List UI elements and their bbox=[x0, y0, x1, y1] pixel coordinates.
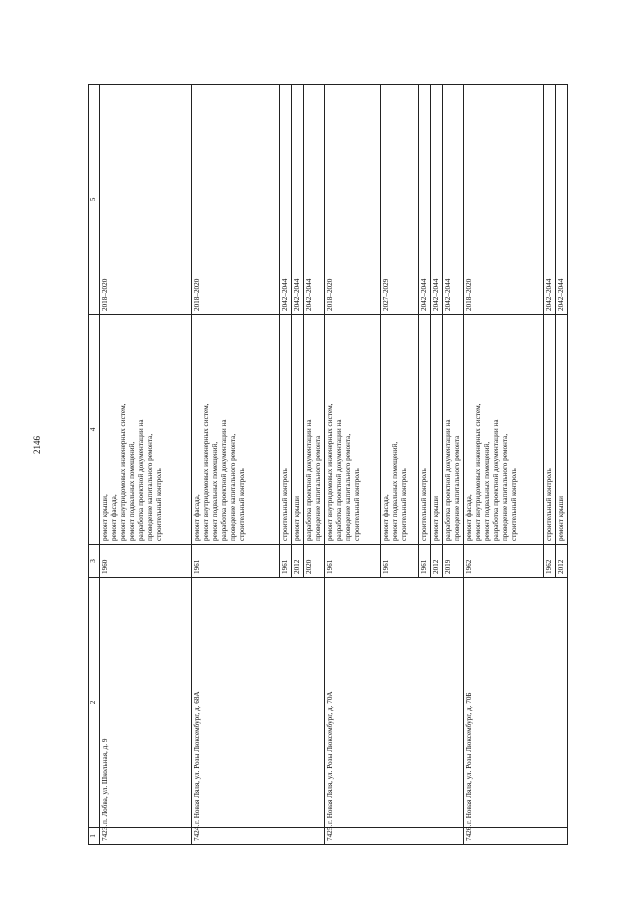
table-row bbox=[464, 85, 544, 845]
sub-year: 1961 bbox=[280, 545, 292, 578]
sub-period: 2042–2044 bbox=[280, 85, 292, 315]
sub-period: 2042–2044 bbox=[556, 85, 568, 315]
sub-period: 2042–2044 bbox=[544, 85, 556, 315]
header-row bbox=[89, 85, 100, 845]
row-number: 7423. bbox=[100, 828, 192, 845]
sub-works: строительный контроль bbox=[419, 315, 431, 545]
sub-year: 1961 bbox=[381, 545, 419, 578]
table-row bbox=[325, 85, 381, 845]
header-col-4: 4 bbox=[89, 315, 100, 545]
sub-period: 2042–2044 bbox=[304, 85, 325, 315]
sub-year: 1962 bbox=[544, 545, 556, 578]
header-col-2: 2 bbox=[89, 578, 100, 828]
sub-works: ремонт крыши bbox=[431, 315, 443, 545]
sub-period: 2027–2029 bbox=[381, 85, 419, 315]
repair-schedule-table bbox=[88, 84, 568, 845]
row-period: 2018–2020 bbox=[325, 85, 381, 315]
row-works: ремонт внутридомовых инженерных систем, разработка проектной документации на проведение капитального ремонта, строительный контроль bbox=[325, 315, 381, 545]
page-number: 2146 bbox=[32, 436, 42, 454]
row-works: ремонт фасада, ремонт внутридомовых инженерных систем, ремонт подвальных помещений, разработка проектной документации на проведение капитального ремонта, строительный контроль bbox=[192, 315, 280, 545]
sub-works: ремонт крыши bbox=[556, 315, 568, 545]
row-period: 2018–2020 bbox=[192, 85, 280, 315]
sub-year: 2012 bbox=[431, 545, 443, 578]
sub-works: ремонт крыши bbox=[292, 315, 304, 545]
sub-year: 2012 bbox=[292, 545, 304, 578]
sub-year: 2012 bbox=[556, 545, 568, 578]
sub-works: разработка проектной документации на проведение капитального ремонта bbox=[443, 315, 464, 545]
row-period: 2018–2020 bbox=[464, 85, 544, 315]
header-col-3: 3 bbox=[89, 545, 100, 578]
row-year: 1961 bbox=[325, 545, 381, 578]
row-address: п. Лобва, ул. Школьная, д. 9 bbox=[100, 578, 192, 828]
row-address: г. Новая Ляля, ул. Розы Люксембург, д. 70Б bbox=[464, 578, 568, 828]
rotated-table-container bbox=[88, 85, 565, 845]
sub-year: 2020 bbox=[304, 545, 325, 578]
row-address: г. Новая Ляля, ул. Розы Люксембург, д. 70А bbox=[325, 578, 464, 828]
sub-period: 2042–2044 bbox=[431, 85, 443, 315]
header-col-1: 1 bbox=[89, 828, 100, 845]
row-period: 2018–2020 bbox=[100, 85, 192, 315]
sub-year: 2019 bbox=[443, 545, 464, 578]
sub-period: 2042–2044 bbox=[443, 85, 464, 315]
row-number: 7426. bbox=[464, 828, 568, 845]
sub-period: 2042–2044 bbox=[292, 85, 304, 315]
sub-period: 2042–2044 bbox=[419, 85, 431, 315]
row-works: ремонт крыши, ремонт фасада, ремонт внутридомовых инженерных систем, ремонт подвальных помещений, разработка проектной документации на проведение капитального ремонта, строительный контроль bbox=[100, 315, 192, 545]
sub-year: 1961 bbox=[419, 545, 431, 578]
table-row bbox=[192, 85, 280, 845]
header-col-5: 5 bbox=[89, 85, 100, 315]
row-year: 1961 bbox=[192, 545, 280, 578]
row-address: г. Новая Ляля, ул. Розы Люксембург, д. 68А bbox=[192, 578, 325, 828]
table-row bbox=[100, 85, 192, 845]
sub-works: строительный контроль bbox=[280, 315, 292, 545]
row-number: 7424. bbox=[192, 828, 325, 845]
row-year: 1962 bbox=[464, 545, 544, 578]
row-number: 7425. bbox=[325, 828, 464, 845]
sub-works: строительный контроль bbox=[544, 315, 556, 545]
sub-works: разработка проектной документации на проведение капитального ремонта bbox=[304, 315, 325, 545]
row-year: 1960 bbox=[100, 545, 192, 578]
row-works: ремонт фасада, ремонт внутридомовых инженерных систем, ремонт подвальных помещений, разработка проектной документации на проведение капитального ремонта, строительный контроль bbox=[464, 315, 544, 545]
sub-works: ремонт фасада, ремонт подвальных помещений, строительный контроль bbox=[381, 315, 419, 545]
